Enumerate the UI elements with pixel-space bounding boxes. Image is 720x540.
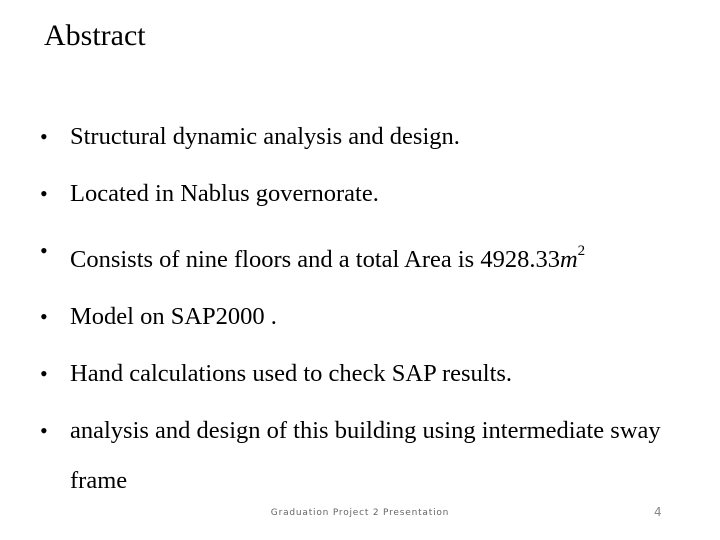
bullet-item xyxy=(36,349,696,399)
bullet-marker: • xyxy=(40,361,48,386)
bullet-item xyxy=(36,406,696,506)
bullet-text: analysis and design of this building using intermediate sway frame xyxy=(70,417,661,494)
area-unit: m xyxy=(559,246,578,273)
bullet-item xyxy=(36,292,696,342)
bullet-item xyxy=(36,169,696,219)
bullet-marker: • xyxy=(40,304,48,329)
bullet-list xyxy=(36,112,696,513)
bullet-text: Located in Nablus governorate. xyxy=(70,180,379,207)
slide-title: Abstract xyxy=(44,19,146,52)
bullet-text: Structural dynamic analysis and design. xyxy=(70,123,460,150)
area-exponent: 2 xyxy=(577,243,586,259)
bullet-marker: • xyxy=(40,124,48,149)
bullet-marker: • xyxy=(40,181,48,206)
page-number: 4 xyxy=(654,505,662,519)
bullet-text: Hand calculations used to check SAP results. xyxy=(70,360,513,387)
footer-text: Graduation Project 2 Presentation xyxy=(270,508,450,518)
bullet-item xyxy=(36,226,696,285)
bullet-item xyxy=(36,112,696,162)
bullet-marker: • xyxy=(40,418,48,443)
bullet-text: Model on SAP2000 . xyxy=(70,303,277,330)
bullet-text: Consists of nine floors and a total Area is 4928.33 xyxy=(70,246,560,273)
bullet-marker: • xyxy=(40,238,48,263)
